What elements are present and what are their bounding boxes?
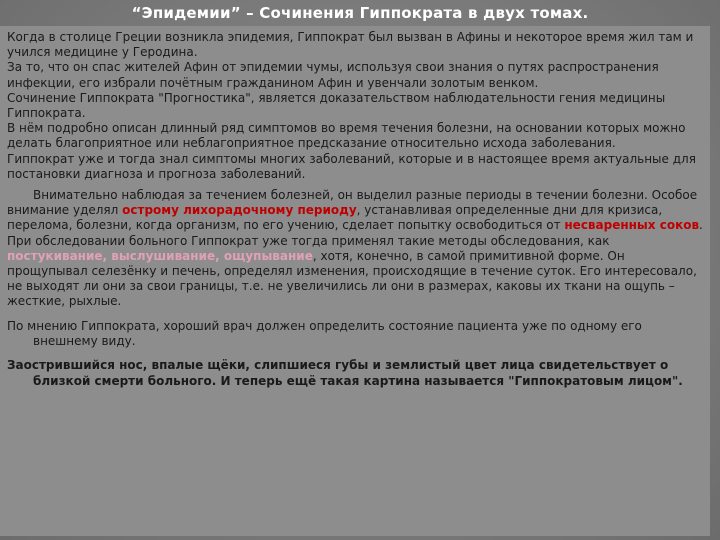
text-segment: . [699,218,703,233]
text-segment: При обследовании больного Гиппократ уже тогда применял такие методы обследования, как [7,233,610,248]
highlight-examination-methods: постукивание, выслушивание, ощупывание [7,248,313,263]
text-segment: , устанавливая определенные дни для кризиса, перелома, болезни, когда организм, по его учению, сделает попытку освободиться от [7,203,663,233]
paragraph-good-doctor: По мнению Гиппократа, хороший врач должен определить состояние пациента уже по одному его внешнему виду. [7,318,642,348]
highlight-fever-period: острому лихорадочному периоду [122,203,357,218]
slide-title: “Эпидемии” – Сочинения Гиппократа в двух томах. [131,4,589,22]
text-segment: Внимательно наблюдая за течением болезней, он выделил разные периоды в течении болезни. Особое внимание уделял [7,188,698,218]
paragraph-symptoms: В нём подробно описан длинный ряд симптомов во время течения болезни, на основании которых можно делать благоприятное или неблагоприятное предсказание относительно исхода заболевания. [7,121,686,151]
highlight-undigested-juices: несваренных соков [564,218,700,233]
paragraph-disease-periods [7,188,704,234]
slide-content [0,26,710,536]
paragraph-honorary-citizen: За то, что он спас жителей Афин от эпидемии чумы, используя свои знания о путях распространения инфекции, его избрали почётным гражданином Афин и увенчали золотым венком. [7,60,659,90]
paragraph-examination-methods [7,234,704,310]
paragraph-prognostics: Сочинение Гиппократа "Прогностика", является доказательством наблюдательности гения медицины Гиппократа. [7,90,666,121]
paragraph-diagnosis: Гиппократ уже и тогда знал симптомы многих заболеваний, которые и в настоящее время актуальные для постановки диагноза и прогноза заболеваний. [7,151,696,181]
paragraph-epidemic-athens: Когда в столице Греции возникла эпидемия, Гиппократ был вызван в Афины и некоторое время жил там и учился медицине у Геродина. [7,30,694,60]
text-segment: , хотя, конечно, в самой примитивной форме. Он прощупывал селезёнку и печень, определял изменения, происходящие в течение суток. Его интересовало, не выходят ли они за свои границы, т.е. не увеличились ли они в размерах, каковы их ткани на ощупь – жесткие, рыхлые. [7,248,697,309]
paragraph-hippocratic-face: Заострившийся нос, впалые щёки, слипшиеся губы и землистый цвет лица свидетельствует о близкой смерти больного. И теперь ещё такая картина называется "Гиппократовым лицом". [7,358,683,388]
